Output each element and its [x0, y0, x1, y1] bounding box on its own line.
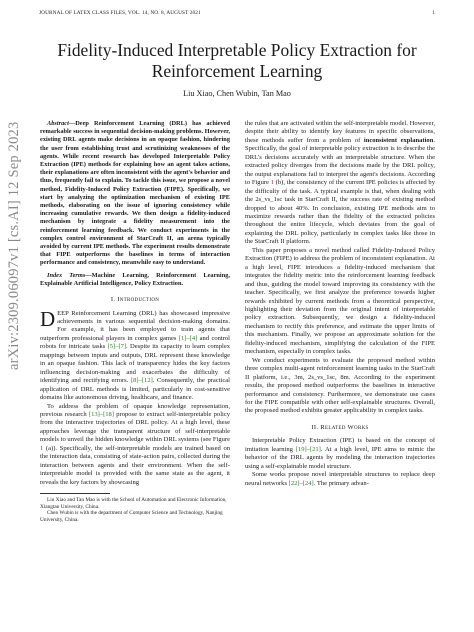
citation-link[interactable]: [13]–[18]: [88, 410, 114, 418]
footnote-affiliation-1: Liu Xiao and Tan Mao is with the School of Automation and Electronic Information, Xiangtan University, China.: [40, 497, 227, 510]
right-paragraph-3: We conduct experiments to evaluate the proposed method within three complex multi-agent reinforcement learning tasks in the StarCraft II platform, i.e., 3m, 2s_vs_1sc, 8m. According to the experiment results, the proposed method outperforms the baselines in interactive performance and consistency. Furthermore, we demonstrate use cases for the FIPE compatible with other self-explainable structures. Overall, the proposed method exhibits greater applicability in complex tasks.: [245, 356, 435, 415]
journal-header: JOURNAL OF LATEX CLASS FILES, VOL. 14, NO. 8, AUGUST 2021: [39, 10, 201, 16]
arxiv-stamp: [6, 121, 36, 371]
citation-link[interactable]: [22]–[24]: [288, 479, 314, 487]
right-p1-text-c: (b), the consistency of the current IPE policies is affected by the difficulty of the task. A typical example is that, when dealing with the 2s_vs_1sc task in StarCraft II, the success rate of existing method dropped to about 40%. In conclusion, existing IPE methods aim to maximize rewards rather than the fidelity of the extracted policies throughout the entire lifecycle, which deviates from the goal of explaining the DRL policy, particularly in complex tasks like those in the StarCraft II platform.: [245, 179, 435, 246]
arxiv-stamp-text: arXiv:2309.06097v1 [cs.AI] 12 Sep 2023: [6, 121, 22, 370]
related-p1-text-b: . At a high level, IPE aims to mimic the behavior of the DRL agents by modeling the interaction trajectories using a self-explainable model structure.: [245, 445, 435, 470]
index-terms-label: Index Terms: [47, 271, 86, 279]
figure-link[interactable]: 1: [270, 179, 274, 187]
index-terms: [40, 272, 230, 288]
citation-link[interactable]: [8]–[12]: [130, 377, 153, 385]
left-column: [40, 120, 230, 523]
abstract-text: —Deep Reinforcement Learning (DRL) has achieved remarkable success in sequential decision-making problems. However, existing DRL agents make decisions in an opaque fashion, hindering the user from establishing trust and scrutinizing weaknesses of the agents. While recent research has developed Interpretable Policy Extraction (IPE) methods for explaining how an agent takes actions, their explanations are often inconsistent with the agent's behavior and thus, frequently fail to explain. To tackle this issue, we propose a novel method, Fidelity-Induced Policy Extraction (FIPE). Specifically, we start by analyzing the optimization mechanism of existing IPE methods, elaborating on the issue of ignoring consistency while increasing cumulative rewards. We then design a fidelity-induced mechanism by integrate a fidelity measurement into the reinforcement learning feedback. We conduct experiments in the complex control environment of StarCraft II, an arena typically avoided by current IPE methods. The experiment results demonstrate that FIPE outperforms the baselines in terms of interaction performance and consistency, meanwhile easy to understand.: [40, 120, 230, 267]
right-paragraph-1: [245, 120, 435, 247]
section-heading-related-works: II. Related Works: [311, 423, 369, 431]
intro-p2-text-a: To address the problem of opaque knowledge representation, previous research: [40, 402, 230, 418]
index-terms-text: —Machine Learning, Reinforcement Learning, Explainable Artificial Intelligence, Policy Extraction.: [40, 271, 230, 287]
footnote-divider: [40, 493, 110, 494]
right-p1-text-a: the rules that are activated within the self-interpretable model. However, despite their ability to identify key features in specific observations, these methods suffer from a problem of: [245, 120, 435, 144]
right-p1-text-b: . Specifically, the goal of interpretable policy extraction is to describe the DRL's decisions accurately with an interpretable structure. When the extracted policy diverges from the decisions made by the DRL policy, the output explanations fail to interpret the agent's decisions. According to Figure: [245, 136, 435, 187]
section-heading-introduction: I. Introduction: [110, 296, 160, 304]
intro-paragraph-2: [40, 403, 230, 488]
page-header: [39, 10, 435, 20]
footnote-affiliation-2: Chen Wubin is with the department of Computer Science and Technology, Nanjing University, China.: [40, 510, 223, 523]
intro-paragraph-1: [40, 306, 231, 403]
intro-p2-text-c: (a)). Specifically, the self-interpretable models are trained based on the interaction data, consisting of state-action pairs, collected during the interaction between agents and their environment. When the self-interpretable model is provided with the same state as the agent, it reveals the key factors by showcasing: [40, 444, 230, 486]
right-paragraph-2: This paper proposes a novel method called Fidelity-Induced Policy Extraction (FIPE) to address the problem of inconsistent explanation. At a high level, FIPE introduces a fidelity-induced mechanism that integrates the fidelity metric into the reinforcement learning feedback and thus, guiding the model toward improving its consistency with the teacher. Specifically, we first analyze the preference towards higher rewards exhibited by current methods from a theoretical perspective, highlighting their deviation from the original intent of interpretable policy extraction. Subsequently, we design a fidelity-induced mechanism to rectify this preference, and estimate the upper limits of this mechanism. Finally, we propose an approximate solution for the fidelity-induced mechanism, simplifying the calculation of the FIPE mechanism, especially in complex tasks.: [245, 246, 435, 356]
related-p2-text-b: . The primary advan-: [313, 479, 369, 487]
intro-p1-text-c: . Despite its capacity to learn complex mappings between inputs and outputs, DRL represent these knowledge in an opaque fashion. This lack of transparency hides the key factors influencing decision-making and exacerbates the difficulty of identifying and rectifying errors.: [40, 343, 231, 385]
citation-link[interactable]: [1]–[4]: [178, 334, 198, 342]
emphasis-inconsistent-explanation: inconsistent explanation: [363, 136, 434, 144]
related-paragraph-1: [245, 437, 435, 471]
related-p1-text-a: Interpretable Policy Extraction (IPE) is based on the concept of imitation learning: [245, 437, 435, 453]
citation-link[interactable]: [5]–[7]: [107, 343, 127, 351]
intro-p1-text-d: . Consequently, the practical application of DRL methods is limited, particularly in cost-sensitive domains like autonomous driving, healthcare, and finance.: [40, 377, 230, 402]
drop-cap: D: [40, 306, 56, 331]
abstract-label: Abstract: [47, 120, 69, 127]
related-p2-text-a: Some works propose novel interpretable structures to replace deep neural networks: [245, 471, 435, 487]
paper-authors: Liu Xiao, Chen Wubin, Tan Mao: [183, 89, 291, 98]
page-number: 1: [432, 10, 435, 16]
paper-title: Fidelity-Induced Interpretable Policy Extraction for Reinforcement Learning: [57, 40, 417, 81]
right-column: [245, 120, 435, 488]
citation-link[interactable]: [19]–[21]: [295, 445, 321, 453]
intro-p1-text-a: EEP Reinforcement Learning (DRL) has showcased impressive achievements in various sequential decision-making domains. For example, it has been employed to train agents that outperform professional players in complex games: [40, 309, 230, 342]
figure-link[interactable]: 1: [40, 444, 44, 452]
intro-p2-text-b: propose to extract self-interpretable policy from the interactive trajectories of DRL policy. At a high level, these approaches leverage the transparent structure of self-interpretable models to unveil the hidden knowledge within DRL systems (see Figure: [40, 410, 231, 444]
related-paragraph-2: [245, 471, 435, 488]
abstract: [40, 120, 230, 268]
intro-p1-text-b: and control robots for intricate tasks: [40, 334, 230, 351]
